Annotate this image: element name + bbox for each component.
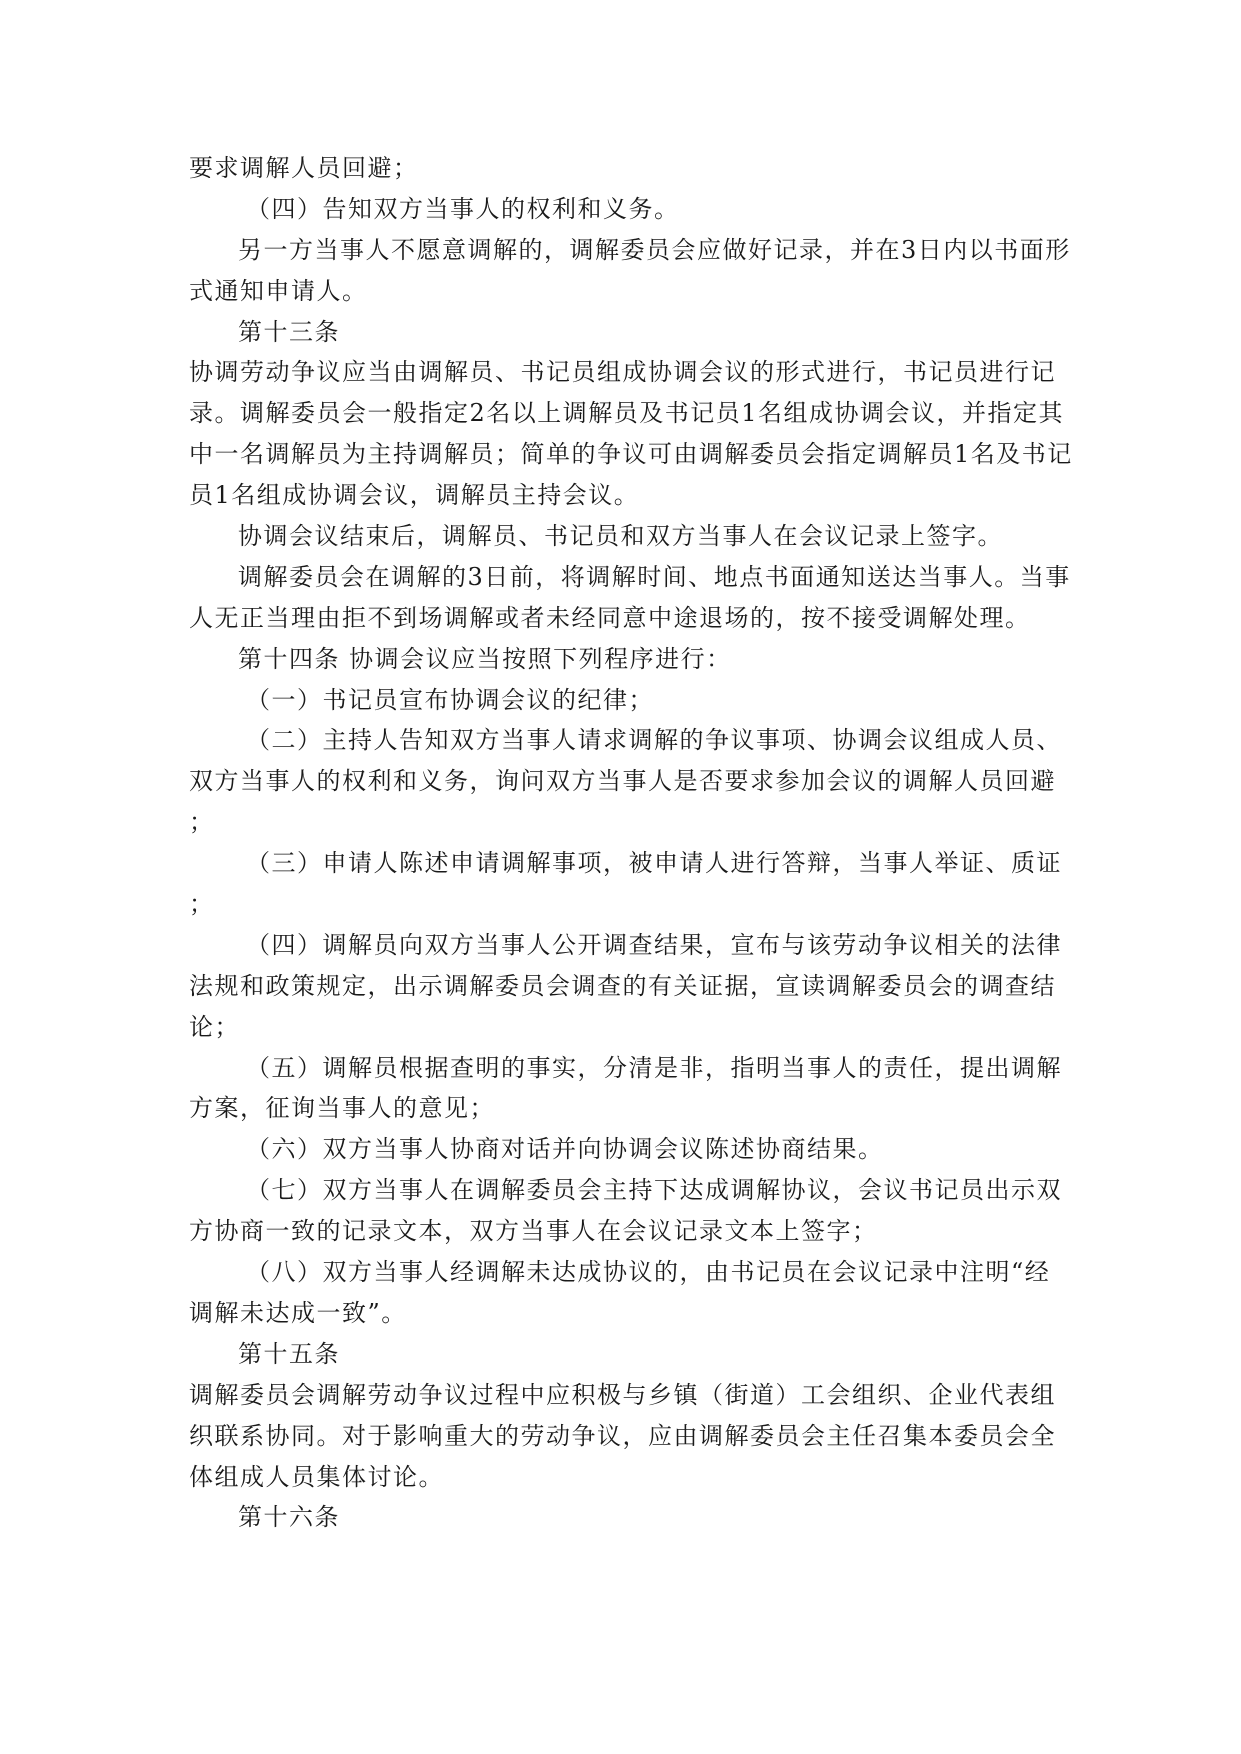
text-line: 调解委员会调解劳动争议过程中应积极与乡镇（街道）工会组织、企业代表组 xyxy=(189,1380,1056,1409)
text-line: 双方当事人的权利和义务，询问双方当事人是否要求参加会议的调解人员回避 xyxy=(189,767,1056,796)
text-line: （五）调解员根据查明的事实，分清是非，指明当事人的责任，提出调解 xyxy=(246,1053,1062,1082)
text-line: 法规和政策规定，出示调解委员会调查的有关证据，宣读调解委员会的调查结 xyxy=(189,971,1056,1000)
text-line: （三）申请人陈述申请调解事项，被申请人进行答辩，当事人举证、质证 xyxy=(246,849,1062,878)
text-line: （四）调解员向双方当事人公开调查结果，宣布与该劳动争议相关的法律 xyxy=(246,930,1062,959)
text-line: 中一名调解员为主持调解员；简单的争议可由调解委员会指定调解员1名及书记 xyxy=(189,440,1073,469)
text-line: （六）双方当事人协商对话并向协调会议陈述协商结果。 xyxy=(246,1135,884,1164)
text-line: 要求调解人员回避； xyxy=(189,154,419,182)
article-heading: 第十三条 xyxy=(238,317,340,346)
text-line: （七）双方当事人在调解委员会主持下达成调解协议，会议书记员出示双 xyxy=(246,1176,1062,1205)
text-line: 方案，征询当事人的意见； xyxy=(189,1094,495,1123)
text-line: 体组成人员集体讨论。 xyxy=(189,1462,444,1491)
text-line: 录。调解委员会一般指定2名以上调解员及书记员1名组成协调会议，并指定其 xyxy=(189,399,1065,428)
text-line: 调解委员会在调解的3日前，将调解时间、地点书面通知送达当事人。当事 xyxy=(238,562,1071,591)
text-line: 另一方当事人不愿意调解的，调解委员会应做好记录，并在3日内以书面形 xyxy=(238,235,1071,264)
text-line: 人无正当理由拒不到场调解或者未经同意中途退场的，按不接受调解处理。 xyxy=(189,603,1031,632)
text-line: （八）双方当事人经调解未达成协议的，由书记员在会议记录中注明“经 xyxy=(246,1258,1051,1287)
text-line: 式通知申请人。 xyxy=(189,276,368,305)
text-line: 协调会议结束后，调解员、书记员和双方当事人在会议记录上签字。 xyxy=(238,522,1003,551)
text-line: ； xyxy=(189,808,215,837)
text-line: 方协商一致的记录文本，双方当事人在会议记录文本上签字； xyxy=(189,1217,878,1246)
article-heading: 第十四条 协调会议应当按照下列程序进行： xyxy=(238,644,732,673)
document-body xyxy=(189,148,1073,1538)
text-line: 调解未达成一致”。 xyxy=(189,1298,407,1327)
article-heading: 第十六条 xyxy=(238,1503,340,1532)
text-line: 织联系协同。对于影响重大的劳动争议，应由调解委员会主任召集本委员会全 xyxy=(189,1421,1056,1450)
text-line: （四）告知双方当事人的权利和义务。 xyxy=(246,194,680,223)
article-heading: 第十五条 xyxy=(238,1339,340,1368)
text-line: 协调劳动争议应当由调解员、书记员组成协调会议的形式进行，书记员进行记 xyxy=(189,358,1056,387)
text-line: 论； xyxy=(189,1012,240,1041)
text-line: （一）书记员宣布协调会议的纪律； xyxy=(246,685,654,714)
text-line: （二）主持人告知双方当事人请求调解的争议事项、协调会议组成人员、 xyxy=(246,726,1062,755)
text-line: ； xyxy=(189,890,215,919)
text-line: 员1名组成协调会议，调解员主持会议。 xyxy=(189,481,640,510)
